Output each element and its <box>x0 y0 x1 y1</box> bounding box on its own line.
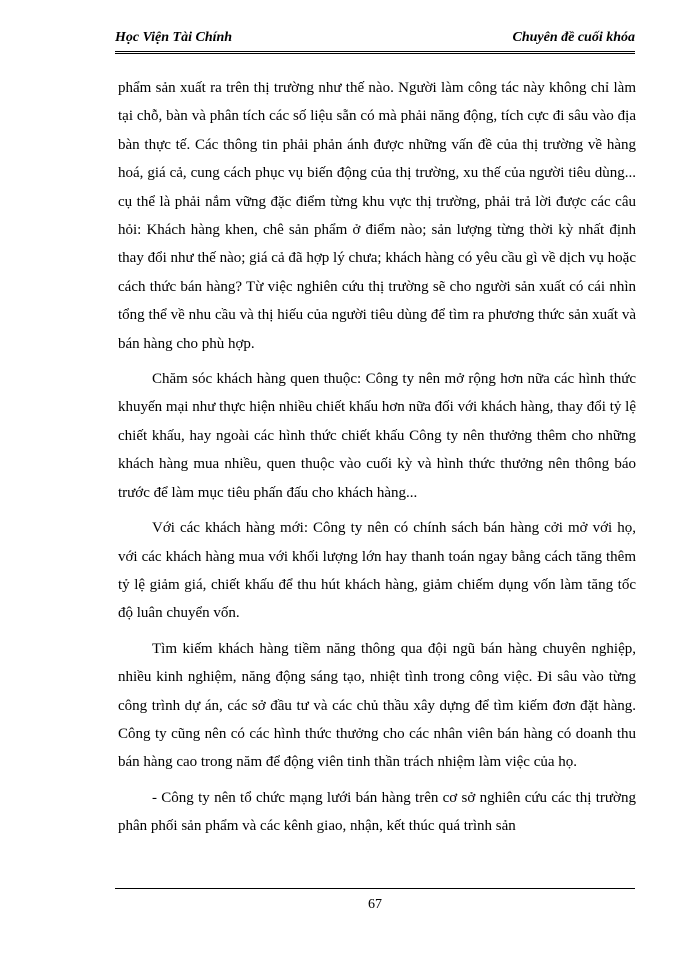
paragraph-sales-network: - Công ty nên tổ chức mạng lưới bán hàng trên cơ sở nghiên cứu các thị trường phân phối sản phẩm và các kênh giao, nhận, kết thúc quá trình sản <box>118 789 636 835</box>
page-header <box>115 28 635 54</box>
paragraph-market-research: phẩm sản xuất ra trên thị trường như thế nào. Người làm công tác này không chỉ làm tại chỗ, bàn và phân tích các số liệu sẵn có mà phải năng động, tích cực đi sâu vào địa bàn thực tế. Các thông tin phải phản ánh được những vấn đề của thị trường về hàng hoá, giá cả, cung cách phục vụ biến động của thị trường, xu thế của người tiêu dùng... cụ thể là phải nắm vững đặc điểm từng khu vực thị trường, phải trả lời được các câu hỏi: Khách hàng khen, chê sản phẩm ở điểm nào; sản lượng từng thời kỳ nhất định thay đổi như thế nào; giá cả đã hợp lý chưa; khách hàng có yêu cầu gì về dịch vụ hoặc cách thức bán hàng? Từ việc nghiên cứu thị trường sẽ cho người sản xuất có cái nhìn tổng thể về nhu cầu và thị hiếu của người tiêu dùng để tìm ra phương thức sản xuất và bán hàng cho phù hợp. <box>118 80 636 352</box>
paragraph-potential-customers: Tìm kiếm khách hàng tiềm năng thông qua đội ngũ bán hàng chuyên nghiệp, nhiều kinh nghiệm, năng động sáng tạo, nhiệt tình trong công việc. Đi sâu vào từng công trình dự án, các sở đầu tư và các chủ thầu xây dựng để tìm kiếm đơn đặt hàng. Công ty cũng nên có các hình thức thưởng cho các nhân viên bán hàng có doanh thu bán hàng cao trong năm để động viên tinh thần trách nhiệm làm việc của họ. <box>118 640 636 771</box>
footer-rule <box>115 888 635 889</box>
header-double-rule <box>115 51 635 54</box>
paragraph-new-customers: Với các khách hàng mới: Công ty nên có chính sách bán hàng cởi mở với họ, với các khách hàng mua với khối lượng lớn hay thanh toán ngay bằng cách tăng thêm tỷ lệ giảm giá, chiết khấu để thu hút khách hàng, giảm chiếm dụng vốn làm tăng tốc độ luân chuyển vốn. <box>118 520 636 622</box>
header-document-type: Chuyên đề cuối khóa <box>512 30 635 45</box>
body-text <box>118 74 636 848</box>
page-number: 67 <box>368 897 382 912</box>
header-institution: Học Viện Tài Chính <box>115 30 233 45</box>
paragraph-loyal-customers: Chăm sóc khách hàng quen thuộc: Công ty nên mở rộng hơn nữa các hình thức khuyến mại như thực hiện nhiều chiết khấu hơn nữa đối với khách hàng, thay đổi tỷ lệ chiết khấu, hay ngoài các hình thức chiết khấu Công ty nên thưởng thêm cho những khách hàng mua nhiều, quen thuộc vào cuối kỳ và hình thức thưởng nên thông báo trước để làm mục tiêu phấn đấu cho khách hàng... <box>118 371 636 501</box>
